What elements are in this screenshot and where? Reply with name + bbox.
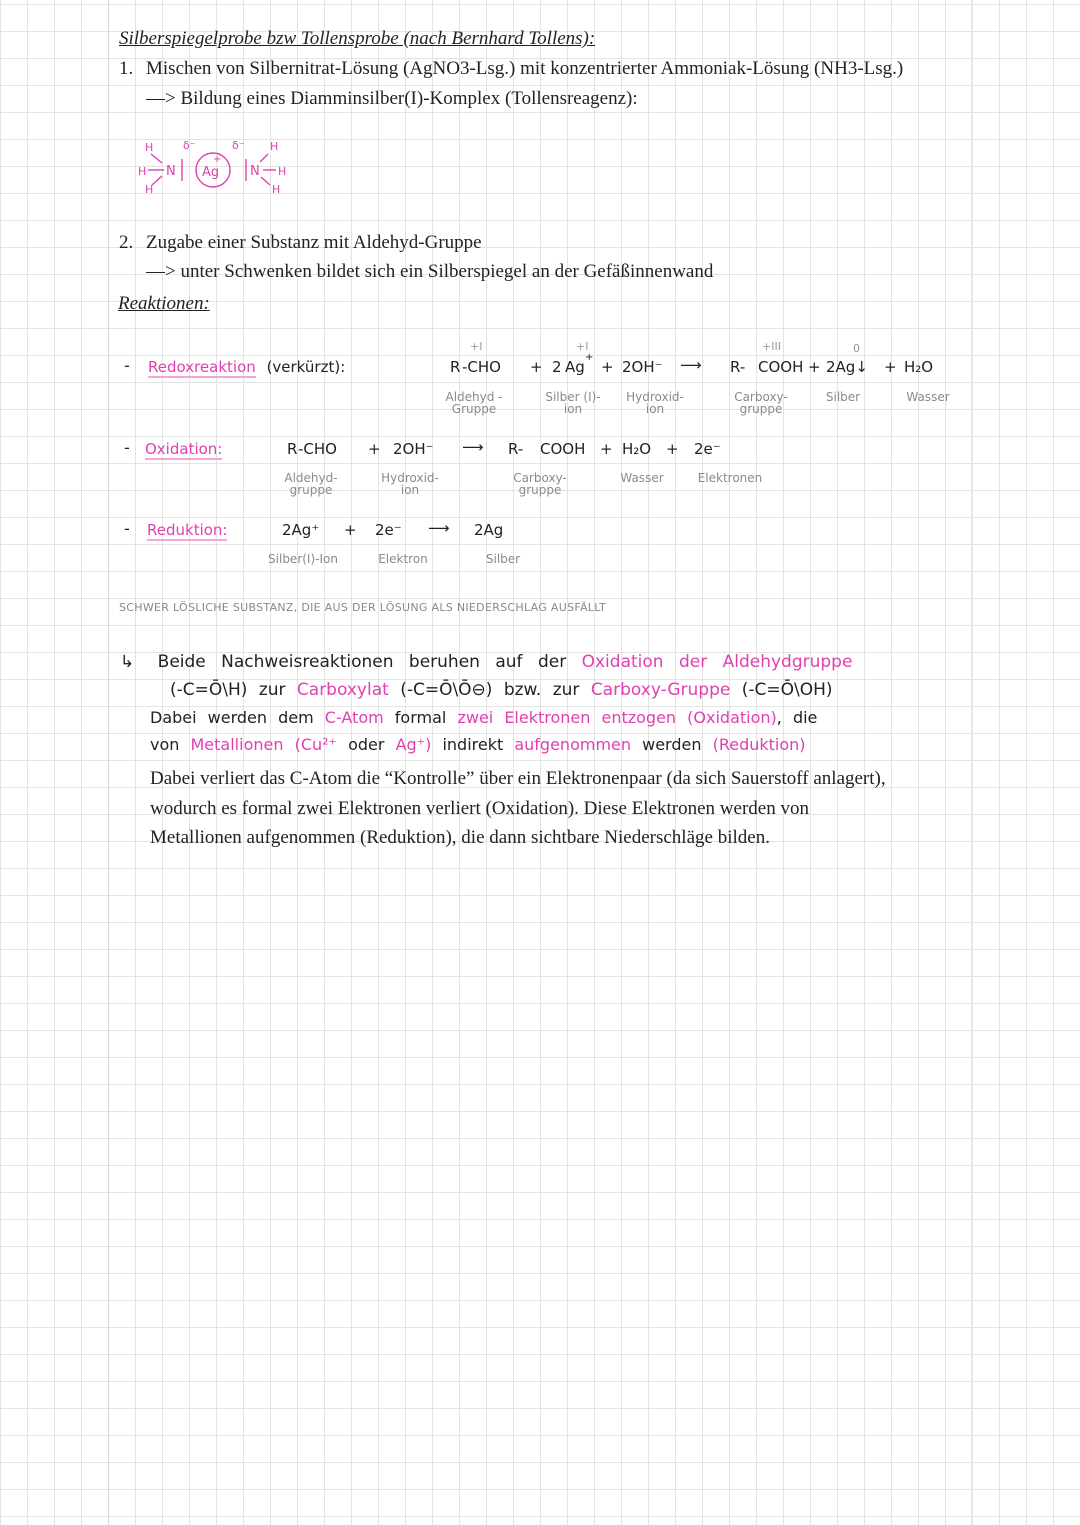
summary-c-atom: C-Atom xyxy=(324,708,384,727)
summary-word: Nachweisreaktionen xyxy=(221,652,394,672)
ox-r2: R- xyxy=(508,440,524,458)
n-atom-right: N xyxy=(250,164,260,179)
summary-metallionen: Metallionen xyxy=(190,735,284,754)
h-atom: H xyxy=(278,165,287,178)
summary-word: zur xyxy=(258,680,286,700)
summary-word: Beide xyxy=(157,652,206,672)
summary-oxidation-paren: (Oxidation) xyxy=(687,708,777,727)
summary-word: oder xyxy=(348,735,385,754)
summary-word: bzw. zur xyxy=(503,680,580,700)
ox-r: R xyxy=(287,440,298,458)
label-carboxy-gruppe: Carboxy- gruppe xyxy=(513,471,567,497)
delta-right: δ⁻ xyxy=(232,139,245,152)
summary-word: von xyxy=(150,735,180,754)
summary-reduktion-paren: (Reduktion) xyxy=(712,735,806,754)
summary-word: der xyxy=(537,652,567,672)
ag-ion: Ag xyxy=(202,165,220,180)
label-wasser: Wasser xyxy=(906,390,950,404)
summary-line-1 xyxy=(120,652,852,672)
label-aldehyd-gruppe: Aldehyd -Gruppe xyxy=(445,390,503,416)
redox-water: H₂O xyxy=(904,358,934,376)
summary-der: der xyxy=(678,652,708,672)
ox-state-ag: +I xyxy=(576,340,589,353)
formula-carboxy: (-C=Ō\OH) xyxy=(741,680,833,700)
redox-r: R xyxy=(450,358,461,376)
footnote: SCHWER LÖSLICHE SUBSTANZ, DIE AUS DER LÖSUNG ALS NIEDERSCHLAG AUSFÄLLT xyxy=(119,601,607,614)
reduktion-dash: - xyxy=(124,519,130,538)
h-atom: H xyxy=(138,165,147,178)
diamminsilber-complex-drawing xyxy=(135,133,295,203)
step-1-sub: —> Bildung eines Diamminsilber(I)-Komplex (Tollensreagenz): xyxy=(146,88,638,109)
ox-hydroxide: 2OH⁻ xyxy=(393,440,434,458)
label-elektronen: Elektronen xyxy=(697,471,763,485)
summary-carboxy-gruppe: Carboxy-Gruppe xyxy=(590,680,731,700)
redox-r2: R- xyxy=(730,358,746,376)
formula-aldehyd: (-C=Ō\H) xyxy=(170,680,248,700)
label-elektron: Elektron xyxy=(378,552,428,566)
h-atom: H xyxy=(272,183,281,196)
summary-zwei-elektronen: zwei Elektronen entzogen xyxy=(457,708,677,727)
redox-cho: -CHO xyxy=(462,358,501,376)
paragraph-line-2: wodurch es formal zwei Elektronen verliert (Oxidation). Diese Elektronen werden von xyxy=(150,798,809,819)
step-1-text: Mischen von Silbernitrat-Lösung (AgNO3-Lsg.) mit konzentrierter Ammoniak-Lösung (NH3-Lsg.) xyxy=(146,58,904,79)
oxidation-dash: - xyxy=(124,438,130,457)
summary-word: formal xyxy=(394,708,447,727)
summary-aufgenommen: aufgenommen xyxy=(514,735,632,754)
step-1 xyxy=(119,58,903,80)
redox-ag-charge: + xyxy=(585,352,594,363)
redox-plus: + xyxy=(884,358,897,376)
left-margin-line xyxy=(108,0,109,1525)
label-wasser: Wasser xyxy=(620,471,664,485)
summary-carboxylat: Carboxylat xyxy=(296,680,389,700)
summary-word: beruhen xyxy=(408,652,480,672)
summary-word: Dabei werden dem xyxy=(150,708,314,727)
step-2-sub: —> unter Schwenken bildet sich ein Silberspiegel an der Gefäßinnenwand xyxy=(146,261,714,282)
redox-hydroxide: 2OH⁻ xyxy=(622,358,663,376)
redox-silver-product: 2Ag↓ xyxy=(826,358,868,376)
redox-plus: + xyxy=(601,358,614,376)
ox-plus: + xyxy=(368,440,381,458)
ox-plus: + xyxy=(600,440,613,458)
ox-plus: + xyxy=(666,440,679,458)
right-margin-line xyxy=(971,0,973,1525)
redox-ag-coef: 2 xyxy=(552,358,562,376)
summary-cu: (Cu²⁺ xyxy=(294,735,337,754)
ox-state-cooh: +III xyxy=(762,340,781,353)
summary-oxidation: Oxidation xyxy=(581,652,664,672)
redox-ag: Ag xyxy=(565,358,585,376)
ox-water: H₂O xyxy=(622,440,652,458)
n-atom-left: N xyxy=(166,164,176,179)
redox-arrow: ⟶ xyxy=(680,356,702,374)
page-heading: Silberspiegelprobe bzw Tollensprobe (nach Bernhard Tollens): xyxy=(119,28,596,49)
step-2-number: 2. xyxy=(119,232,134,253)
label-hydroxid-ion: Hydroxid- ion xyxy=(626,390,684,416)
redox-dash: - xyxy=(124,356,130,375)
paragraph-line-1: Dabei verliert das C-Atom die “Kontrolle” über ein Elektronenpaar (da sich Sauerstoff anlagert), xyxy=(150,768,886,789)
ox-electrons: 2e⁻ xyxy=(694,440,721,458)
red-silver: 2Ag xyxy=(474,521,504,539)
label-hydroxid-ion: Hydroxid- ion xyxy=(381,471,439,497)
h-atom: H xyxy=(145,141,154,154)
summary-ag: Ag⁺) xyxy=(395,735,432,754)
label-silber-ion: Silber (I)- ion xyxy=(545,390,601,416)
summary-line-4 xyxy=(150,735,806,754)
redox-cooh: COOH xyxy=(758,358,804,376)
ox-cooh: COOH xyxy=(540,440,586,458)
redox-plus: + xyxy=(808,358,821,376)
ag-charge: + xyxy=(213,154,222,165)
red-silver-ion: 2Ag⁺ xyxy=(282,521,320,539)
reduktion-title: Reduktion: xyxy=(147,521,228,539)
label-aldehyd-gruppe: Aldehyd- gruppe xyxy=(284,471,338,497)
h-atom: H xyxy=(270,140,279,153)
label-silber: Silber xyxy=(485,552,521,566)
redox-suffix: (verkürzt): xyxy=(266,358,346,376)
summary-word: werden xyxy=(642,735,702,754)
label-silber: Silber xyxy=(825,390,861,404)
formula-carboxylat: (-C=Ō\Ō⊖) xyxy=(400,680,493,700)
redox-plus: + xyxy=(530,358,543,376)
summary-aldehydgruppe: Aldehydgruppe xyxy=(722,652,853,672)
delta-left: δ⁻ xyxy=(183,139,196,152)
summary-word: , die xyxy=(776,708,818,727)
red-plus: + xyxy=(344,521,357,539)
arrow-icon: ↳ xyxy=(120,652,135,672)
label-carboxy-gruppe: Carboxy- gruppe xyxy=(734,390,788,416)
reactions-heading: Reaktionen: xyxy=(118,293,210,314)
redox-label xyxy=(148,358,345,376)
step-1-number: 1. xyxy=(119,58,134,79)
ox-state-rcho: +I xyxy=(470,340,483,353)
ox-arrow: ⟶ xyxy=(462,438,484,456)
redox-title: Redoxreaktion xyxy=(148,358,256,376)
ox-state-silver: 0 xyxy=(853,342,860,355)
h-atom: H xyxy=(145,183,154,196)
red-electrons: 2e⁻ xyxy=(375,521,402,539)
ox-cho: -CHO xyxy=(298,440,337,458)
summary-line-2 xyxy=(170,680,833,700)
label-silber-ion: Silber(I)-Ion xyxy=(268,552,338,566)
summary-word: indirekt xyxy=(442,735,504,754)
paragraph-line-3: Metallionen aufgenommen (Reduktion), die dann sichtbare Niederschläge bilden. xyxy=(150,827,770,848)
red-arrow: ⟶ xyxy=(428,519,450,537)
step-2-text: Zugabe einer Substanz mit Aldehyd-Gruppe xyxy=(146,232,482,253)
oxidation-title: Oxidation: xyxy=(145,440,223,458)
step-2 xyxy=(119,232,482,254)
summary-line-3 xyxy=(150,708,817,727)
summary-word: auf xyxy=(495,652,523,672)
